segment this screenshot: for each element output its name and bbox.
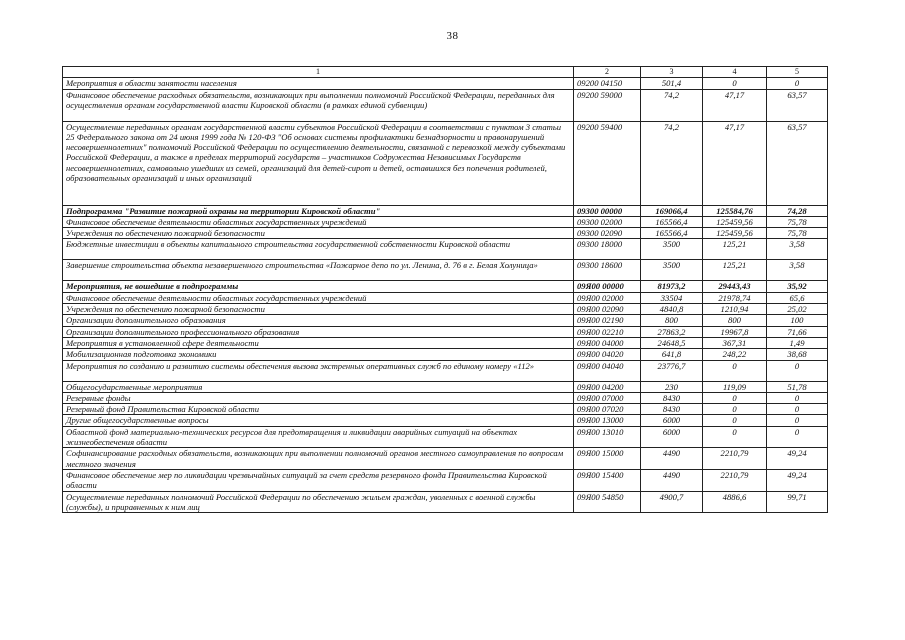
table-row [63, 89, 828, 121]
row-percent-cell: 74,28 [767, 205, 828, 216]
row-name-cell: Другие общегосударственные вопросы [63, 415, 574, 426]
row-percent-cell: 25,02 [767, 304, 828, 315]
row-name-cell: Областной фонд материально-технических ресурсов для предотвращения и ликвидации аварийных ситуаций на объектах жизнеобеспечения области [63, 426, 574, 448]
row-actual-cell: 2210,79 [703, 448, 767, 470]
row-plan-cell: 169066,4 [641, 205, 703, 216]
table-row [63, 78, 828, 89]
table-row [63, 337, 828, 348]
row-code-cell: 09Я00 02090 [574, 304, 641, 315]
row-plan-cell: 3500 [641, 239, 703, 260]
row-plan-cell: 81973,2 [641, 281, 703, 292]
row-plan-cell: 6000 [641, 415, 703, 426]
row-code-cell: 09Я00 04020 [574, 349, 641, 360]
row-percent-cell: 63,57 [767, 121, 828, 205]
row-name-cell: Общегосударственные мероприятия [63, 381, 574, 392]
row-percent-cell: 0 [767, 404, 828, 415]
row-code-cell: 09Я00 02210 [574, 326, 641, 337]
row-actual-cell: 1210,94 [703, 304, 767, 315]
row-name-cell: Учреждения по обеспечению пожарной безопасности [63, 228, 574, 239]
row-code-cell: 09Я00 13010 [574, 426, 641, 448]
row-percent-cell: 49,24 [767, 448, 828, 470]
row-plan-cell: 4490 [641, 448, 703, 470]
row-name-cell: Завершение строительства объекта незавершенного строительства «Пожарное депо по ул. Ленина, д. 76 в г. Белая Холуница» [63, 260, 574, 281]
table-header-row [63, 67, 828, 78]
row-plan-cell: 501,4 [641, 78, 703, 89]
row-percent-cell: 75,78 [767, 228, 828, 239]
row-code-cell: 09Я00 02000 [574, 292, 641, 303]
row-percent-cell: 0 [767, 415, 828, 426]
row-name-cell: Мобилизационная подготовка экономики [63, 349, 574, 360]
table-row [63, 121, 828, 205]
row-actual-cell: 19967,8 [703, 326, 767, 337]
row-plan-cell: 33504 [641, 292, 703, 303]
table-row [63, 260, 828, 281]
row-plan-cell: 165566,4 [641, 228, 703, 239]
row-percent-cell: 49,24 [767, 469, 828, 491]
table-row [63, 360, 828, 381]
row-actual-cell: 119,09 [703, 381, 767, 392]
table-row [63, 326, 828, 337]
table-row [63, 239, 828, 260]
row-code-cell: 09Я00 04000 [574, 337, 641, 348]
row-name-cell: Мероприятия в установленной сфере деятельности [63, 337, 574, 348]
row-percent-cell: 99,71 [767, 491, 828, 513]
column-header: 1 [63, 67, 574, 78]
row-actual-cell: 0 [703, 426, 767, 448]
row-actual-cell: 29443,43 [703, 281, 767, 292]
table-row [63, 205, 828, 216]
row-code-cell: 09Я00 07000 [574, 392, 641, 403]
row-percent-cell: 38,68 [767, 349, 828, 360]
column-header: 5 [767, 67, 828, 78]
row-actual-cell: 0 [703, 392, 767, 403]
row-percent-cell: 100 [767, 315, 828, 326]
row-plan-cell: 4490 [641, 469, 703, 491]
row-name-cell: Подпрограмма "Развитие пожарной охраны на территории Кировской области" [63, 205, 574, 216]
row-name-cell: Учреждения по обеспечению пожарной безопасности [63, 304, 574, 315]
row-code-cell: 09200 04150 [574, 78, 641, 89]
row-code-cell: 09Я00 02190 [574, 315, 641, 326]
row-actual-cell: 367,31 [703, 337, 767, 348]
row-actual-cell: 125,21 [703, 260, 767, 281]
row-name-cell: Мероприятия по созданию и развитию системы обеспечения вызова экстренных оперативных служб по единому номеру «112» [63, 360, 574, 381]
row-actual-cell: 0 [703, 360, 767, 381]
row-plan-cell: 4840,8 [641, 304, 703, 315]
row-actual-cell: 125459,56 [703, 216, 767, 227]
row-name-cell: Финансовое обеспечение расходных обязательств, возникающих при выполнении полномочий Российской Федерации, переданных для осуществления органам государственной власти Кировской области (в рамках единой субвенции) [63, 89, 574, 121]
row-percent-cell: 0 [767, 360, 828, 381]
table-row [63, 469, 828, 491]
row-plan-cell: 641,8 [641, 349, 703, 360]
row-name-cell: Осуществление переданных органам государственной власти субъектов Российской Федерации в соответствии с пунктом 3 статьи 25 Федерального закона от 24 июня 1999 года № 120-ФЗ "Об основах системы профилактики безнадзорности и правонарушений несовершеннолетних" полномочий Российской Федерации по осуществлению деятельности, связанной с перевозкой между субъектами Российской Федерации, а также в пределах территорий государств – участников Содружества Независимых Государств несовершеннолетних, самовольно ушедших из семей, организаций для детей-сирот и детей, оставшихся без попечения родителей, образовательных организаций и иных организаций [63, 121, 574, 205]
row-code-cell: 09200 59000 [574, 89, 641, 121]
row-code-cell: 09Я00 04040 [574, 360, 641, 381]
table-row [63, 216, 828, 227]
page-number: 38 [446, 30, 459, 42]
row-actual-cell: 21978,74 [703, 292, 767, 303]
row-actual-cell: 0 [703, 404, 767, 415]
row-name-cell: Резервный фонд Правительства Кировской области [63, 404, 574, 415]
row-percent-cell: 1,49 [767, 337, 828, 348]
table-row [63, 448, 828, 470]
row-percent-cell: 75,78 [767, 216, 828, 227]
row-code-cell: 09Я00 00000 [574, 281, 641, 292]
row-code-cell: 09300 00000 [574, 205, 641, 216]
table-row [63, 304, 828, 315]
row-actual-cell: 47,17 [703, 89, 767, 121]
row-name-cell: Осуществление переданных полномочий Российской Федерации по обеспечению жильем граждан, уволенных с военной службы (службы), и приравненных к ним лиц [63, 491, 574, 513]
row-plan-cell: 800 [641, 315, 703, 326]
table-row [63, 415, 828, 426]
row-code-cell: 09Я00 13000 [574, 415, 641, 426]
table-row [63, 315, 828, 326]
table-row [63, 292, 828, 303]
row-name-cell: Резервные фонды [63, 392, 574, 403]
row-code-cell: 09Я00 04200 [574, 381, 641, 392]
row-plan-cell: 74,2 [641, 89, 703, 121]
row-actual-cell: 0 [703, 78, 767, 89]
row-code-cell: 09Я00 07020 [574, 404, 641, 415]
row-plan-cell: 8430 [641, 392, 703, 403]
row-percent-cell: 65,6 [767, 292, 828, 303]
column-header: 3 [641, 67, 703, 78]
table-row [63, 491, 828, 513]
row-plan-cell: 8430 [641, 404, 703, 415]
row-actual-cell: 800 [703, 315, 767, 326]
row-percent-cell: 0 [767, 78, 828, 89]
table-row [63, 404, 828, 415]
row-actual-cell: 47,17 [703, 121, 767, 205]
row-percent-cell: 51,78 [767, 381, 828, 392]
budget-table [62, 66, 828, 513]
row-name-cell: Мероприятия, не вошедшие в подпрограммы [63, 281, 574, 292]
row-actual-cell: 248,22 [703, 349, 767, 360]
row-name-cell: Бюджетные инвестиции в объекты капитального строительства государственной собственности Кировской области [63, 239, 574, 260]
row-percent-cell: 0 [767, 426, 828, 448]
row-percent-cell: 3,58 [767, 260, 828, 281]
table-row [63, 392, 828, 403]
row-plan-cell: 230 [641, 381, 703, 392]
row-name-cell: Финансовое обеспечение деятельности областных государственных учреждений [63, 292, 574, 303]
row-code-cell: 09300 18600 [574, 260, 641, 281]
row-percent-cell: 63,57 [767, 89, 828, 121]
row-plan-cell: 6000 [641, 426, 703, 448]
table-row [63, 381, 828, 392]
table-row [63, 426, 828, 448]
row-code-cell: 09Я00 15400 [574, 469, 641, 491]
row-plan-cell: 27863,2 [641, 326, 703, 337]
row-code-cell: 09Я00 54850 [574, 491, 641, 513]
row-percent-cell: 71,66 [767, 326, 828, 337]
row-plan-cell: 23776,7 [641, 360, 703, 381]
row-actual-cell: 125584,76 [703, 205, 767, 216]
table-row [63, 228, 828, 239]
column-header: 2 [574, 67, 641, 78]
row-plan-cell: 165566,4 [641, 216, 703, 227]
budget-table-body [63, 67, 828, 513]
row-name-cell: Организации дополнительного образования [63, 315, 574, 326]
row-code-cell: 09300 02090 [574, 228, 641, 239]
row-code-cell: 09200 59400 [574, 121, 641, 205]
row-actual-cell: 125459,56 [703, 228, 767, 239]
row-plan-cell: 74,2 [641, 121, 703, 205]
row-actual-cell: 125,21 [703, 239, 767, 260]
row-percent-cell: 3,58 [767, 239, 828, 260]
row-name-cell: Организации дополнительного профессионального образования [63, 326, 574, 337]
row-actual-cell: 4886,6 [703, 491, 767, 513]
row-name-cell: Софинансирование расходных обязательств, возникающих при выполнении полномочий органов местного самоуправления по вопросам местного значения [63, 448, 574, 470]
row-name-cell: Финансовое обеспечение деятельности областных государственных учреждений [63, 216, 574, 227]
row-plan-cell: 24648,5 [641, 337, 703, 348]
column-header: 4 [703, 67, 767, 78]
row-actual-cell: 2210,79 [703, 469, 767, 491]
row-percent-cell: 35,92 [767, 281, 828, 292]
row-percent-cell: 0 [767, 392, 828, 403]
table-row [63, 349, 828, 360]
row-plan-cell: 3500 [641, 260, 703, 281]
row-plan-cell: 4900,7 [641, 491, 703, 513]
row-name-cell: Финансовое обеспечение мер по ликвидации чрезвычайных ситуаций за счет средств резервного фонда Правительства Кировской области [63, 469, 574, 491]
row-code-cell: 09300 18000 [574, 239, 641, 260]
row-code-cell: 09300 02000 [574, 216, 641, 227]
row-name-cell: Мероприятия в области занятости населения [63, 78, 574, 89]
row-code-cell: 09Я00 15000 [574, 448, 641, 470]
row-actual-cell: 0 [703, 415, 767, 426]
table-row [63, 281, 828, 292]
